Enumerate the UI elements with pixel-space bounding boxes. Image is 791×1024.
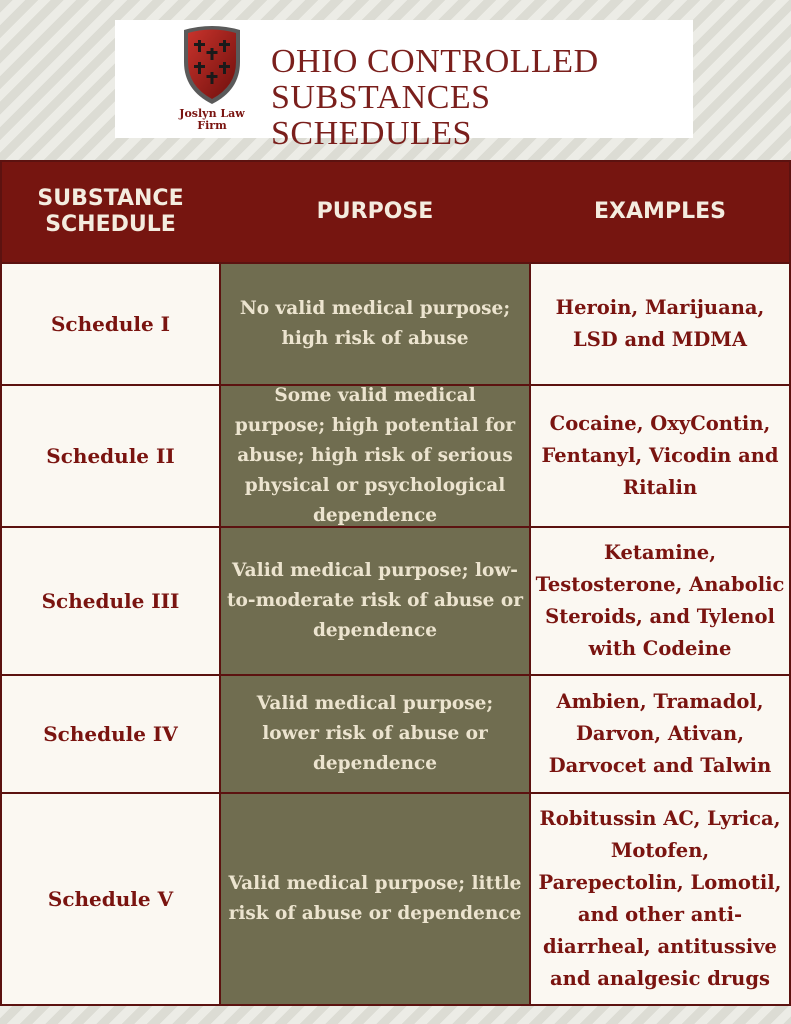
- firm-logo: [177, 24, 247, 136]
- shield-crosses-icon: [181, 24, 243, 106]
- examples-cell: Cocaine, OxyContin, Fentanyl, Vicodin and Ritalin: [531, 386, 789, 526]
- column-header-examples: EXAMPLES: [594, 199, 726, 224]
- purpose-cell: Some valid medical purpose; high potential for abuse; high risk of serious physical or psychological dependence: [219, 386, 531, 526]
- purpose-cell: Valid medical purpose; little risk of abuse or dependence: [219, 794, 531, 1004]
- table-row: [2, 262, 789, 384]
- purpose-cell: Valid medical purpose; lower risk of abuse or dependence: [219, 676, 531, 792]
- page-title: OHIO CONTROLLED SUBSTANCES SCHEDULES: [271, 43, 599, 152]
- examples-cell: Ambien, Tramadol, Darvon, Ativan, Darvocet and Talwin: [531, 676, 789, 792]
- purpose-cell: Valid medical purpose; low-to-moderate risk of abuse or dependence: [219, 528, 531, 674]
- examples-cell: Heroin, Marijuana, LSD and MDMA: [531, 264, 789, 384]
- purpose-cell: No valid medical purpose; high risk of abuse: [219, 264, 531, 384]
- header-card: [115, 20, 693, 152]
- table-row: [2, 526, 789, 674]
- examples-cell: Ketamine, Testosterone, Anabolic Steroids, and Tylenol with Codeine: [531, 528, 789, 674]
- schedule-cell: Schedule I: [2, 264, 219, 384]
- schedule-cell: Schedule III: [2, 528, 219, 674]
- column-header-schedule: SUBSTANCE SCHEDULE: [37, 186, 184, 237]
- table-row: [2, 674, 789, 792]
- table-row: [2, 792, 789, 1004]
- column-header-purpose: PURPOSE: [316, 199, 434, 224]
- table-row: [2, 384, 789, 526]
- examples-cell: Robitussin AC, Lyrica, Motofen, Parepectolin, Lomotil, and other anti-diarrheal, antitussive and analgesic drugs: [531, 794, 789, 1004]
- firm-name: Joslyn Law Firm: [179, 107, 245, 132]
- schedules-table: [0, 160, 791, 1006]
- table-header-row: [2, 162, 789, 262]
- schedule-cell: Schedule II: [2, 386, 219, 526]
- schedule-cell: Schedule IV: [2, 676, 219, 792]
- schedule-cell: Schedule V: [2, 794, 219, 1004]
